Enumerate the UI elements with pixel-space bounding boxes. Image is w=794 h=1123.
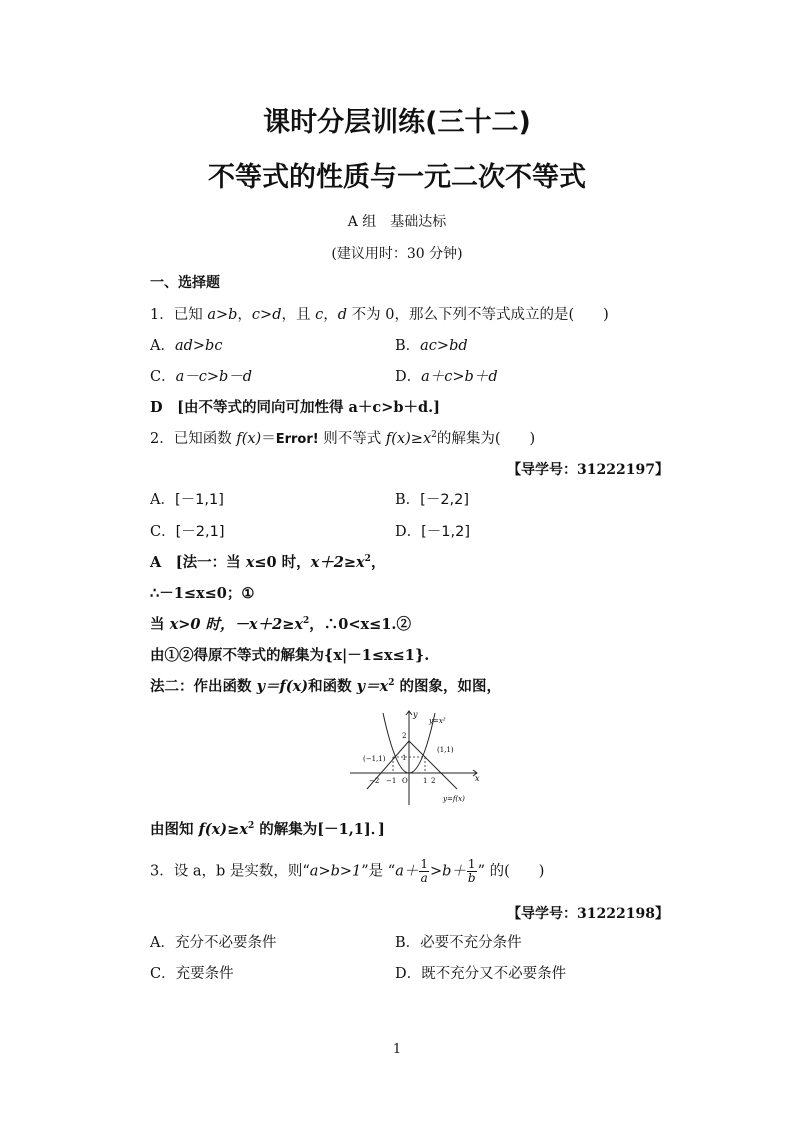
page-number: 1 [392, 1042, 402, 1057]
sol-var: x [245, 554, 255, 571]
q3-option-d [395, 964, 566, 984]
answer-key: D [150, 399, 163, 416]
q2-option-c [150, 522, 224, 542]
option-label: A． [150, 338, 175, 354]
q3-option-c [150, 964, 234, 984]
option-text: 必要不充分条件 [420, 935, 522, 951]
option-text: 充要条件 [175, 966, 234, 982]
option-text: [－1,2] [421, 524, 471, 540]
time-hint: (建议用时：30 分钟) [331, 246, 463, 262]
sol-exp: 2 [364, 554, 371, 564]
tick-x-neg1: −1 [386, 777, 397, 785]
tick-x-neg2: −2 [369, 777, 380, 785]
sol-text: ， [370, 554, 386, 571]
q3-stem-part: ”是 “ [361, 863, 396, 880]
answer-text: [由不等式的同向可加性得 a＋c>b＋d.] [177, 399, 441, 416]
y-axis-label: y [413, 710, 418, 719]
q1-stem-part: 已知 [173, 307, 208, 323]
question-3-stem [150, 858, 544, 885]
q3-expr: >b＋ [429, 863, 466, 880]
q2-solution-line-6 [150, 820, 385, 840]
answer-key: A [150, 554, 162, 571]
q2-var: x [422, 431, 432, 447]
q3-stem-part: ” 的( ) [477, 863, 545, 880]
page-title: 课时分层训练(三十二) [263, 107, 531, 138]
q3-option-b [395, 933, 522, 953]
q1-option-c [150, 367, 252, 387]
sol-expr: x＋2≥x [310, 554, 365, 571]
frac-den: b [467, 871, 476, 885]
option-text: 充分不必要条件 [174, 935, 277, 951]
sol-text: 法二：作出函数 [150, 678, 257, 695]
option-text: ad>bc [174, 338, 223, 354]
q1-var-c: c [315, 307, 324, 323]
q3-fraction-1 [419, 858, 429, 885]
q2-exp: 2 [431, 430, 437, 440]
q3-number: 3． [150, 863, 174, 880]
q2-eq: ＝ [261, 431, 276, 447]
sol-text: 和函数 [308, 678, 357, 695]
q2-error-text: Error! [275, 432, 319, 447]
q2-option-b [395, 490, 469, 510]
question-1-stem [150, 305, 609, 325]
option-text: [－1,1] [174, 492, 224, 508]
option-text: 既不充分又不必要条件 [421, 966, 567, 982]
q2-func: f [236, 431, 242, 447]
option-text: a－c>b－d [175, 369, 253, 385]
q2-option-d [395, 522, 470, 542]
function-graph-figure [345, 705, 485, 810]
q1-sep: ， [237, 307, 252, 323]
q1-stem-part: 不为 0，那么下列不等式成立的是( ) [347, 307, 609, 323]
option-label: D． [395, 966, 422, 982]
point-right-label: (1,1) [437, 746, 454, 754]
frac-num: 1 [420, 857, 428, 871]
q2-solution-line-3 [150, 615, 411, 635]
frac-num: 1 [467, 857, 476, 871]
q2-solution-line-4: 由①②得原不等式的解集为{x|－1≤x≤1}. [150, 647, 430, 664]
option-text: [－2,1] [175, 524, 225, 540]
point-left-label: (−1,1) [363, 755, 386, 763]
q2-solution-line-5 [150, 677, 501, 697]
tick-y-1: 1 [402, 754, 407, 762]
q2-arg: (x) [241, 431, 262, 447]
f-label: y=f(x) [443, 795, 465, 803]
option-label: D． [395, 524, 422, 540]
sol-text: 的解集为[－1,1]．] [254, 821, 385, 838]
q2-option-a [150, 490, 224, 510]
q2-solution-line-2: ∴－1≤x≤0；① [150, 585, 255, 602]
q3-expr: a＋ [395, 863, 419, 880]
q3-cond: a>b>1 [309, 863, 362, 880]
sol-expr: y＝x [356, 678, 389, 695]
option-label: B． [395, 492, 421, 508]
q1-stem-part: ，且 [281, 307, 316, 323]
tick-x-2: 2 [431, 777, 436, 785]
sol-expr: f(x)≥x [198, 821, 248, 838]
q3-option-a [150, 933, 276, 953]
sol-expr: －x＋2≥x [234, 616, 304, 633]
section-heading: 一、选择题 [150, 275, 220, 291]
option-text: a＋c>b＋d [421, 369, 498, 385]
sol-text: 由图知 [150, 821, 199, 838]
q1-option-d [395, 367, 498, 387]
q1-var-d: d [337, 307, 348, 323]
origin-label: O [402, 777, 408, 785]
sol-text: 当 [150, 616, 170, 633]
sol-text: 的图象，如图， [394, 678, 502, 695]
sol-expr: y＝f(x) [256, 678, 309, 695]
q3-guide-number: 【导学号：31222198】 [507, 906, 669, 922]
option-label: D． [395, 369, 422, 385]
tick-x-1: 1 [423, 777, 428, 785]
q1-option-a [150, 336, 222, 356]
q2-solution-line-1 [150, 553, 385, 573]
sol-exp: 2 [247, 821, 255, 831]
q2-stem-part: 则不等式 [318, 431, 386, 447]
option-label: A． [150, 492, 175, 508]
x-axis-label: x [475, 774, 480, 783]
page-subtitle: 不等式的性质与一元二次不等式 [208, 162, 586, 193]
q2-number: 2． [150, 431, 174, 447]
q2-func: f [385, 431, 392, 447]
option-label: C． [150, 966, 176, 982]
sol-expr: x>0 时， [169, 616, 235, 633]
q2-guide-number: 【导学号：31222197】 [507, 462, 669, 478]
q1-number: 1． [150, 307, 174, 323]
option-label: C． [150, 369, 176, 385]
sol-exp: 2 [388, 678, 395, 688]
q2-stem-part: 已知函数 [173, 431, 237, 447]
option-text: ac>bd [420, 338, 468, 354]
q1-option-b [395, 336, 468, 356]
q2-geq: ≥ [410, 431, 423, 447]
q2-arg: (x) [391, 431, 411, 447]
sol-text: [法一：当 [175, 554, 246, 571]
sol-text: ，∴0<x≤1.② [309, 616, 411, 633]
option-label: A． [150, 935, 175, 951]
tick-y-2: 2 [402, 732, 407, 740]
option-label: C． [150, 524, 176, 540]
question-2-stem [150, 429, 535, 450]
q3-stem-part: 设 a，b 是实数，则“ [173, 863, 310, 880]
q1-sep: ， [323, 307, 338, 323]
option-label: B． [395, 935, 421, 951]
q1-answer [150, 398, 440, 418]
group-label: A 组 基础达标 [347, 214, 447, 230]
q1-cond2: c>d [251, 307, 282, 323]
parabola-label: y=x² [429, 717, 446, 725]
sol-text: ≤0 时， [254, 554, 311, 571]
q3-fraction-2 [467, 858, 477, 885]
option-text: [－2,2] [420, 492, 470, 508]
option-label: B． [395, 338, 421, 354]
q1-cond1: a>b [207, 307, 238, 323]
sol-exp: 2 [303, 616, 310, 626]
frac-den: a [420, 871, 428, 885]
q2-stem-part: 的解集为( ) [436, 431, 536, 447]
